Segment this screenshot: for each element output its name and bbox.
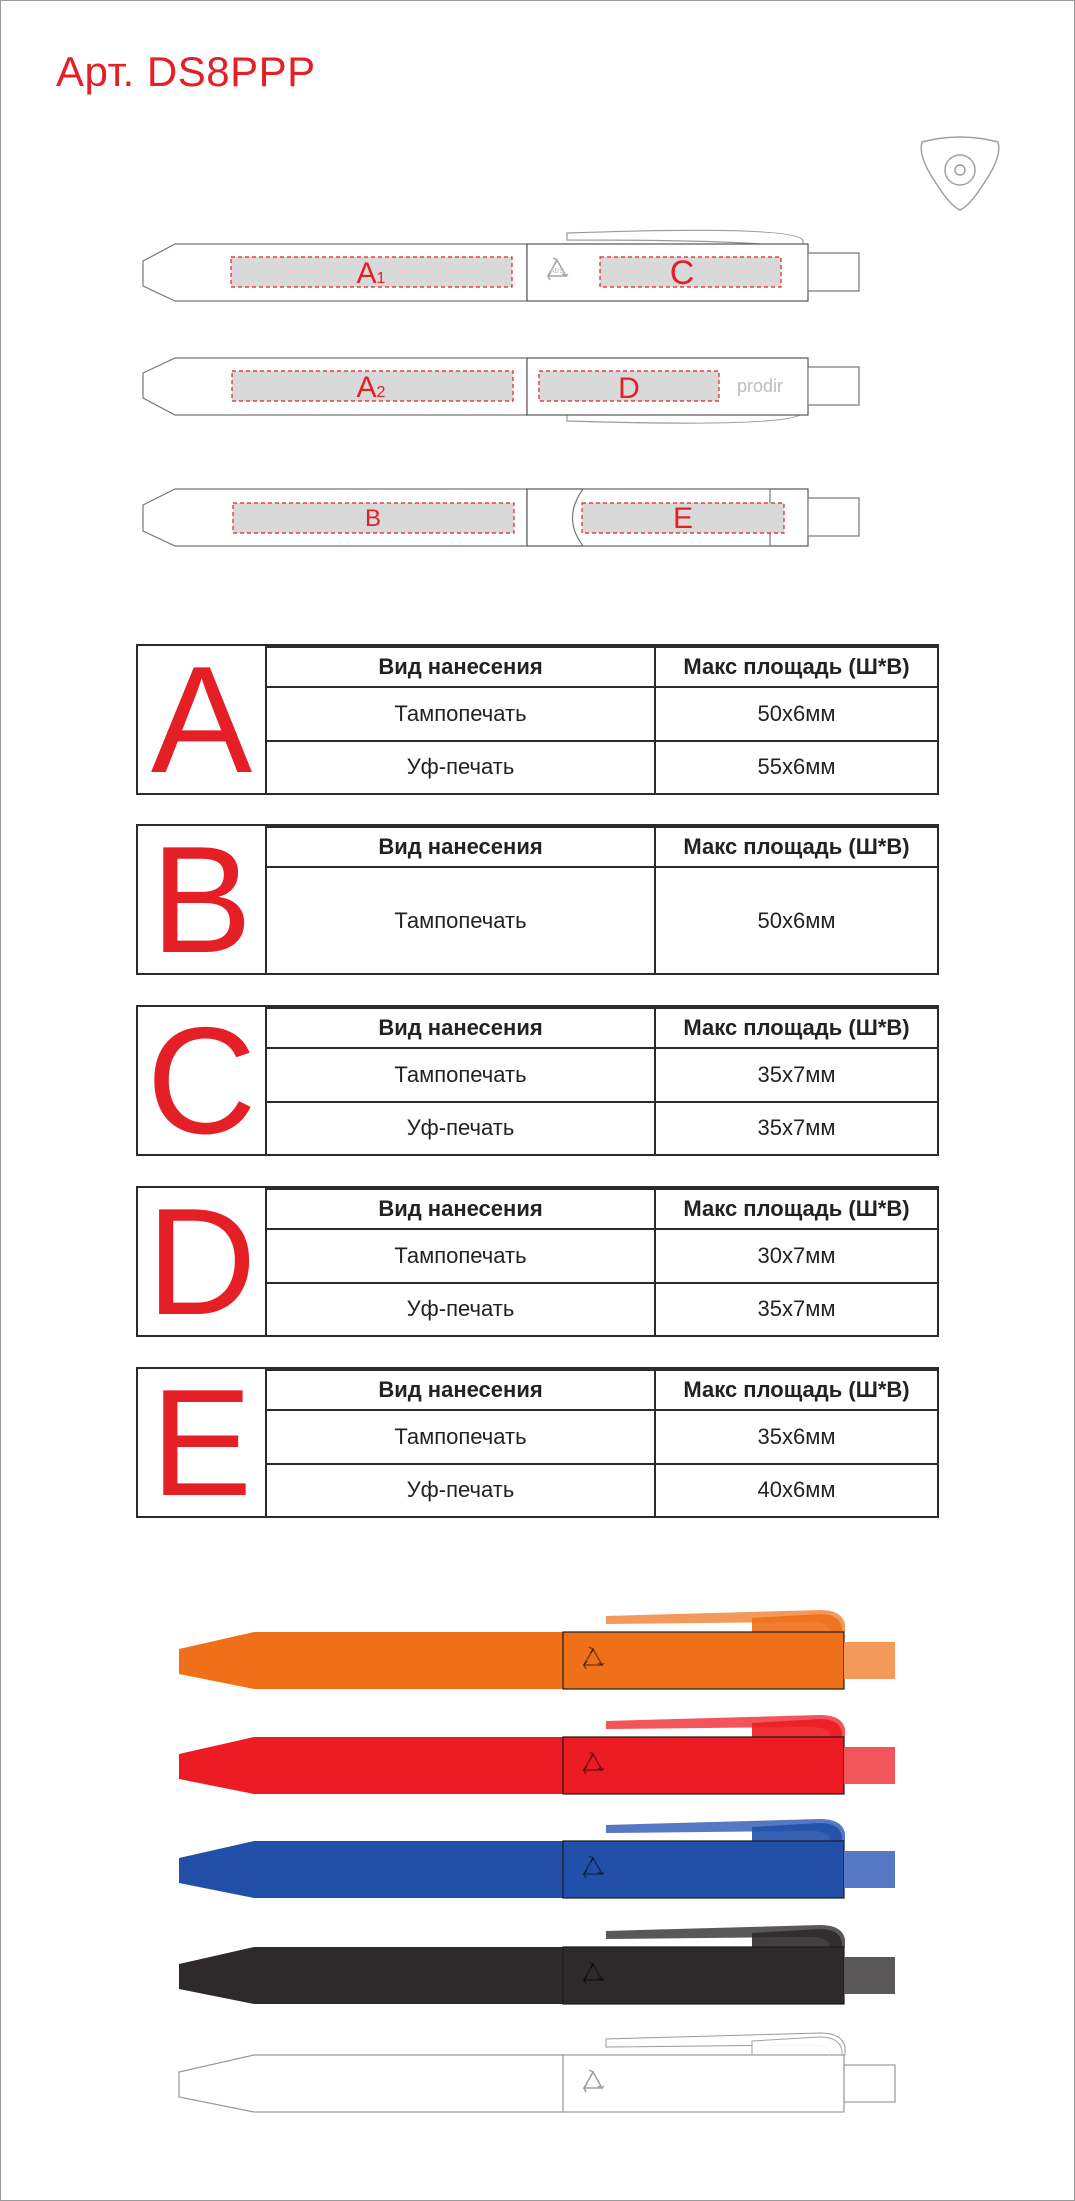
spec-table (267, 826, 937, 973)
cell-method: Тампопечать (267, 1410, 655, 1464)
pen-outline-2 (143, 358, 859, 423)
header-method: Вид нанесения (267, 647, 655, 687)
table-row (267, 1048, 937, 1102)
table-row (267, 867, 937, 973)
zone-letter: A (138, 646, 267, 793)
cell-method: Тампопечать (267, 1229, 655, 1283)
table-row (267, 741, 937, 793)
cell-method: Уф-печать (267, 1283, 655, 1335)
header-method: Вид нанесения (267, 1370, 655, 1410)
header-area: Макс площадь (Ш*В) (655, 1008, 937, 1048)
cell-method: Уф-печать (267, 1102, 655, 1154)
pen-orange (179, 1610, 895, 1689)
cell-area: 55х6мм (655, 741, 937, 793)
spec-table (267, 1369, 937, 1516)
prodir-logo-print: prodir (736, 376, 784, 396)
cell-area: 30х7мм (655, 1229, 937, 1283)
spec-block-a (136, 634, 939, 805)
cell-method: Уф-печать (267, 1464, 655, 1516)
pen-outline-3 (143, 489, 859, 546)
header-method: Вид нанесения (267, 827, 655, 867)
table-row (267, 1102, 937, 1154)
spec-table (267, 646, 937, 793)
pen-black (179, 1925, 895, 2004)
cell-area: 40х6мм (655, 1464, 937, 1516)
cell-area: 35х6мм (655, 1410, 937, 1464)
zone-c-label: C (669, 254, 695, 292)
pen-red (179, 1715, 895, 1794)
pen-blue (179, 1819, 895, 1898)
cell-area: 50х6мм (655, 687, 937, 741)
zone-letter: E (138, 1369, 267, 1516)
spec-block-e (136, 1357, 939, 1528)
article-title: Арт. DS8PPP (56, 48, 316, 95)
zone-e-label: E (672, 502, 694, 535)
recycle-label: ABS (549, 268, 565, 275)
cell-method: Уф-печать (267, 741, 655, 793)
header-area: Макс площадь (Ш*В) (655, 1189, 937, 1229)
cell-method: Тампопечать (267, 687, 655, 741)
zone-letter: B (138, 826, 267, 973)
cell-area: 35х7мм (655, 1102, 937, 1154)
pen-top-view-icon (921, 137, 999, 210)
pen-white (179, 2033, 895, 2112)
cell-area: 50х6мм (655, 867, 937, 973)
cell-method: Тампопечать (267, 867, 655, 973)
header-method: Вид нанесения (267, 1189, 655, 1229)
zone-letter: C (138, 1007, 267, 1154)
table-row (267, 1464, 937, 1516)
header-area: Макс площадь (Ш*В) (655, 647, 937, 687)
table-row (267, 1229, 937, 1283)
color-variants (179, 1610, 895, 2112)
zone-a1-label: A (356, 257, 377, 290)
header-area: Макс площадь (Ш*В) (655, 827, 937, 867)
zone-a1-subscript: 1 (376, 270, 386, 287)
zone-a2-label: A (356, 371, 377, 404)
cell-method: Тампопечать (267, 1048, 655, 1102)
spec-block-d (136, 1176, 939, 1347)
table-row (267, 687, 937, 741)
spec-table (267, 1007, 937, 1154)
cell-area: 35х7мм (655, 1283, 937, 1335)
header-method: Вид нанесения (267, 1008, 655, 1048)
zone-d-label: D (618, 372, 640, 405)
spec-block-b (136, 814, 939, 985)
spec-table (267, 1188, 937, 1335)
pen-outline-1 (143, 230, 859, 301)
header-area: Макс площадь (Ш*В) (655, 1370, 937, 1410)
zone-a2-subscript: 2 (376, 384, 386, 401)
cell-area: 35х7мм (655, 1048, 937, 1102)
spec-block-c (136, 995, 939, 1166)
zone-b-label: B (364, 505, 382, 532)
table-row (267, 1410, 937, 1464)
zone-letter: D (138, 1188, 267, 1335)
table-row (267, 1283, 937, 1335)
